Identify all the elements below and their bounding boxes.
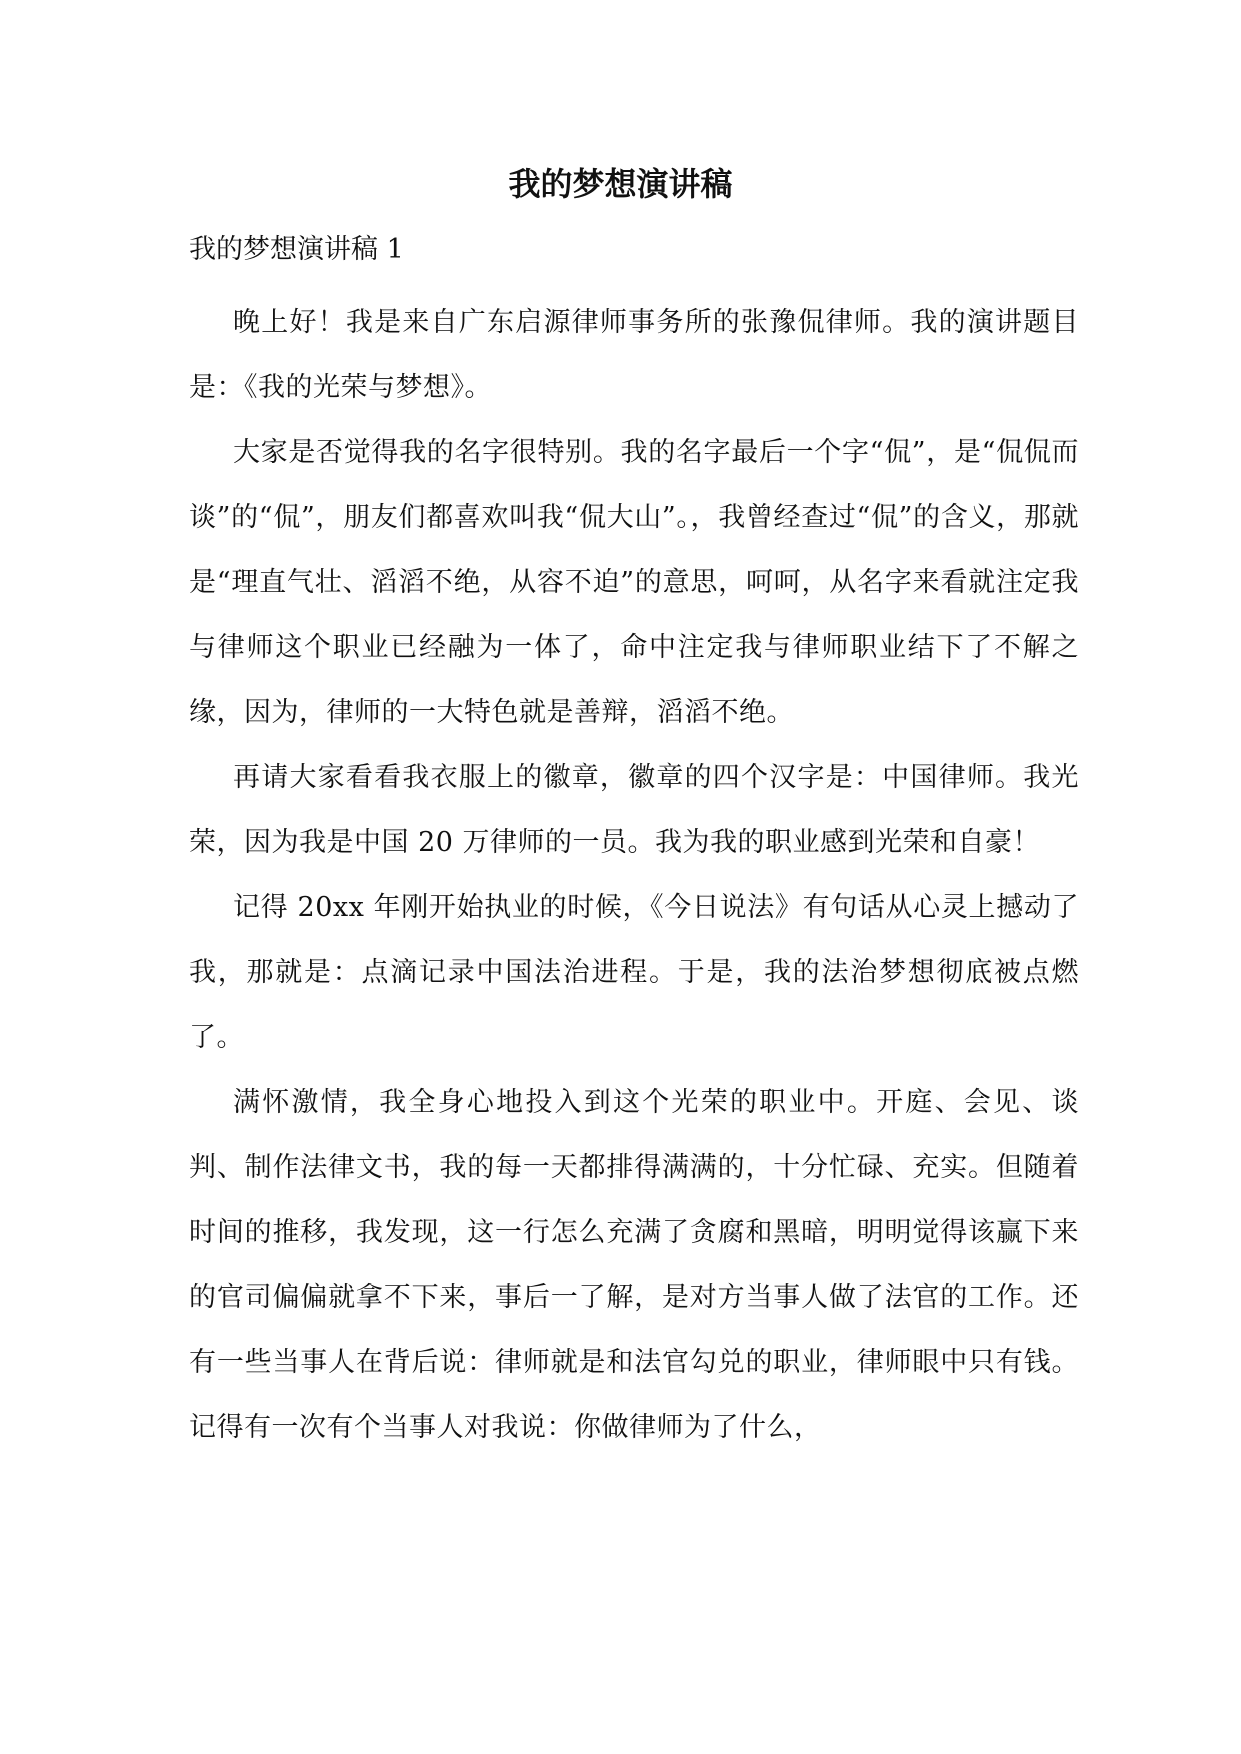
document-title: 我的梦想演讲稿 [508,165,733,203]
paragraph-2: 大家是否觉得我的名字很特别。我的名字最后一个字“侃”，是“侃侃而谈”的“侃”，朋友们都喜欢叫我“侃大山”。，我曾经查过“侃”的含义，那就是“理直气壮、滔滔不绝，从容不迫”的意思，呵呵，从名字来看就注定我与律师这个职业已经融为一体了，命中注定我与律师职业结下了不解之缘，因为，律师的一大特色就是善辩，滔滔不绝。 [189,437,1079,728]
paragraph-1: 晚上好！我是来自广东启源律师事务所的张豫侃律师。我的演讲题目是：《我的光荣与梦想》。 [189,307,1079,403]
paragraph-4: 记得 20xx 年刚开始执业的时候，《今日说法》有句话从心灵上撼动了我，那就是：点滴记录中国法治进程。于是，我的法治梦想彻底被点燃了。 [189,892,1079,1053]
paragraph-3: 再请大家看看我衣服上的徽章，徽章的四个汉字是：中国律师。我光荣，因为我是中国 20 万律师的一员。我为我的职业感到光荣和自豪！ [189,762,1079,858]
document-body [189,290,1079,1460]
section-heading: 我的梦想演讲稿 1 [189,234,404,265]
paragraph-5: 满怀激情，我全身心地投入到这个光荣的职业中。开庭、会见、谈判、制作法律文书，我的每一天都排得满满的，十分忙碌、充实。但随着时间的推移，我发现，这一行怎么充满了贪腐和黑暗，明明觉得该赢下来的官司偏偏就拿不下来，事后一了解，是对方当事人做了法官的工作。还有一些当事人在背后说：律师就是和法官勾兑的职业，律师眼中只有钱。记得有一次有个当事人对我说：你做律师为了什么， [189,1087,1079,1443]
